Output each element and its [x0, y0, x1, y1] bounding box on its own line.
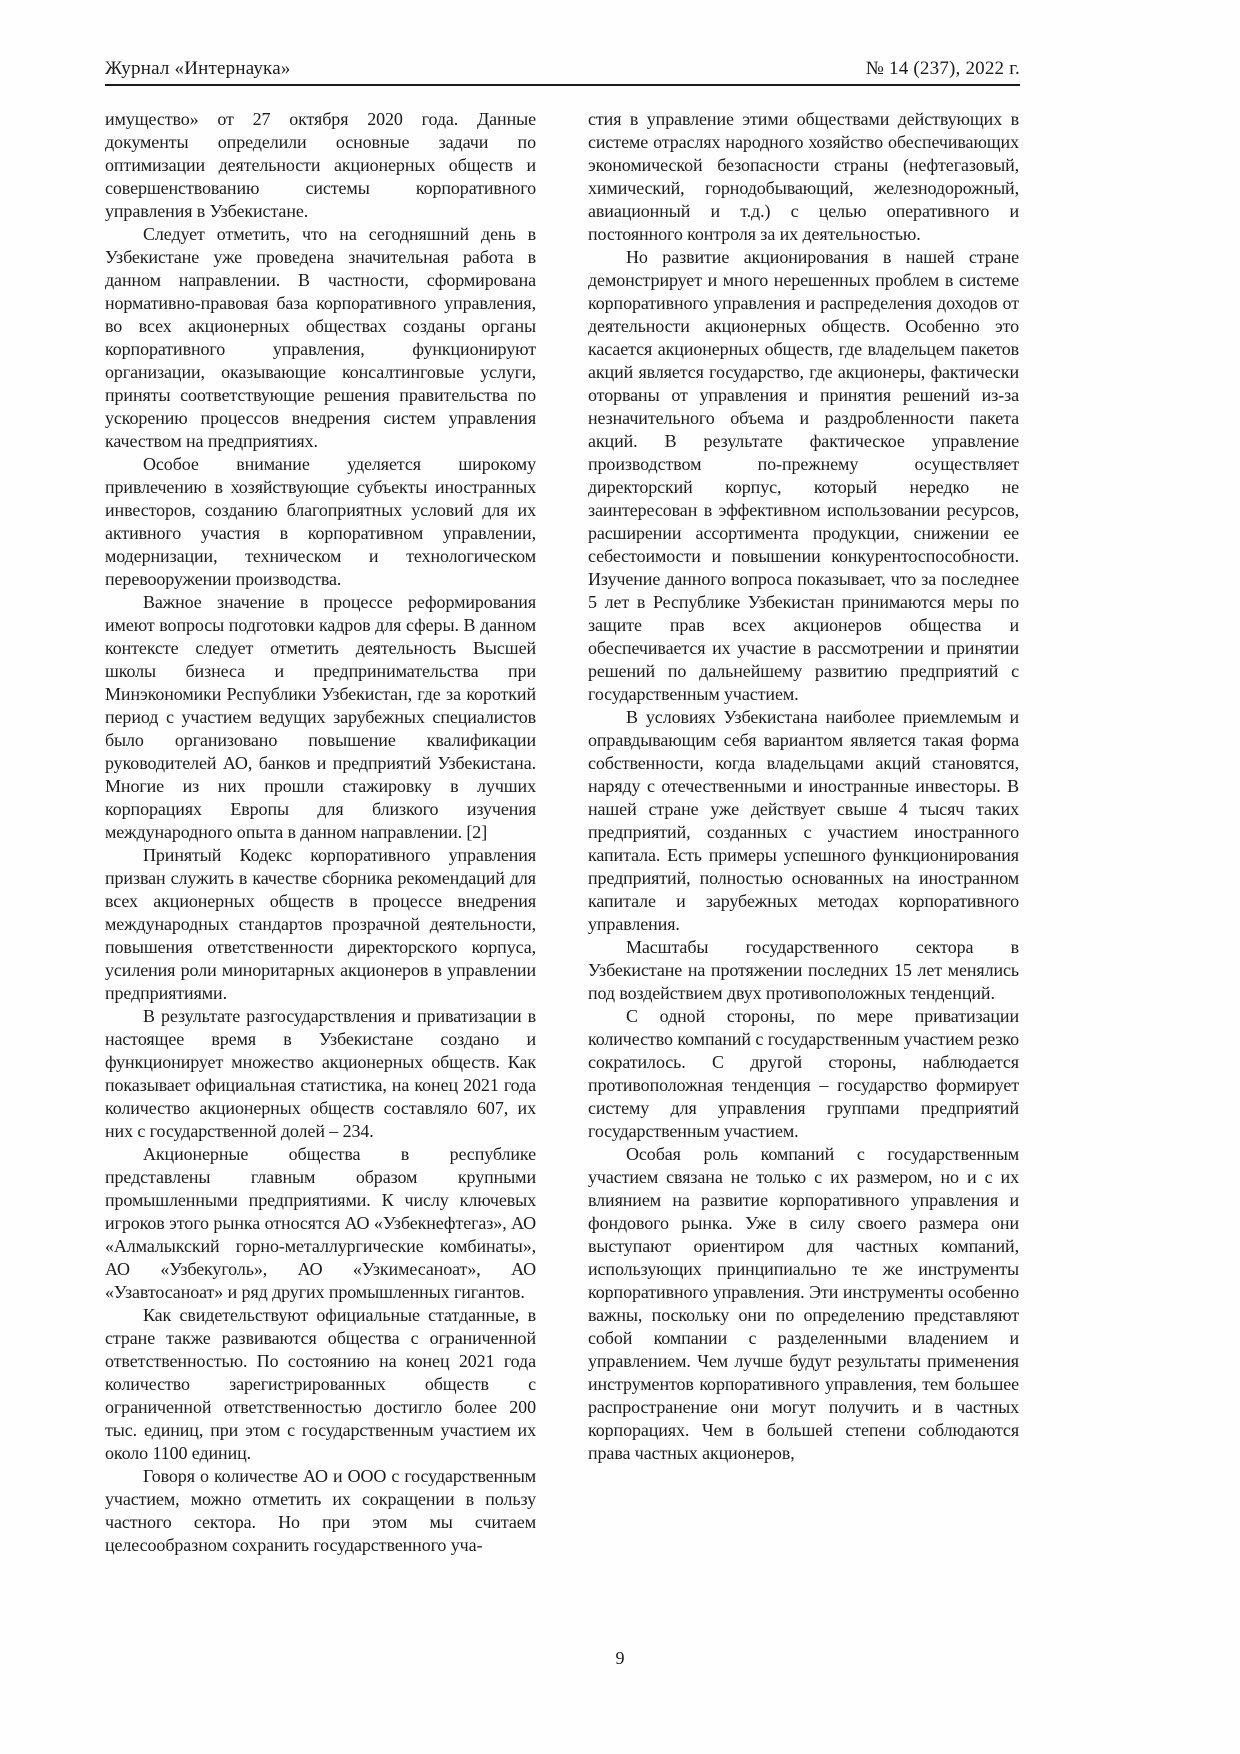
paragraph: Но развитие акционирования в нашей стране демонстрирует и много нерешенных проблем в системе корпоративного управления и распределения доходов от деятельности акционерных обществ. Особенно это касается акционерных обществ, где владельцем пакетов акций является государство, где акционеры, фактически оторваны от управления и принятия решений из-за незначительного объема и раздробленности пакета акций. В результате фактическое управление производством по-прежнему осуществляет директорский корпус, который нередко не заинтересован в эффективном использовании ресурсов, расширении ассортимента продукции, снижении ее себестоимости и повышении конкурентоспособности. Изучение данного вопроса показывает, что за последнее 5 лет в Республике Узбекистан принимаются меры по защите прав всех акционеров общества и обеспечивается их участие в рассмотрении и принятии решений по дальнейшему развитию предприятий с государственным участием. — [588, 247, 1019, 704]
paragraph: Как свидетельствуют официальные статданные, в стране также развиваются общества с ограниченной ответственностью. По состоянию на конец 2021 года количество зарегистрированных обществ с ограниченной ответственностью достигло более 200 тыс. единиц, при этом с государственным участием их около 1100 единиц. — [105, 1305, 536, 1463]
paragraph: Особая роль компаний с государственным участием связана не только с их размером, но и с их влиянием на развитие корпоративного управления и фондового рынка. Уже в силу своего размера они выступают ориентиром для частных компаний, использующих принципиально те же инструменты корпоративного управления. Эти инструменты особенно важны, поскольку они по определению представляют собой компании с разделенными владением и управлением. Чем лучше будут результаты применения инструментов корпоративного управления, тем большее распространение они могут получить и в частных корпорациях. Чем в большей степени соблюдаются права частных акционеров, — [588, 1144, 1019, 1463]
paragraph: Говоря о количестве АО и ООО с государственным участием, можно отметить их сокращении в пользу частного сектора. Но при этом мы считаем целесообразном сохранить государственного уча- — [105, 1466, 536, 1555]
paragraph: стия в управление этими обществами действующих в системе отраслях народного хозяйство обеспечивающих экономической безопасности страны (нефтегазовый, химический, горнодобывающий, железнодорожный, авиационный и т.д.) с целью оперативного и постоянного контроля за их деятельностью. — [588, 109, 1019, 244]
right-column — [588, 108, 1019, 1557]
paragraph: имущество» от 27 октября 2020 года. Данные документы определили основные задачи по оптимизации деятельности акционерных обществ и совершенствованию системы корпоративного управления в Узбекистане. — [105, 109, 536, 221]
paragraph: В условиях Узбекистана наиболее приемлемым и оправдывающим себя вариантом является такая форма собственности, когда владельцами акций становятся, наряду с отечественными и иностранные инвесторы. В нашей стране уже действует свыше 4 тысяч таких предприятий, созданных с участием иностранного капитала. Есть примеры успешного функционирования предприятий, полностью основанных на иностранном капитале и зарубежных методах корпоративного управления. — [588, 707, 1019, 934]
page-number: 9 — [615, 1648, 625, 1668]
paragraph: Акционерные общества в республике представлены главным образом крупными промышленными предприятиями. К числу ключевых игроков этого рынка относятся АО «Узбекнефтегаз», АО «Алмалыкский горно-металлургические комбинаты», АО «Узбекуголь», АО «Узкимесаноат», АО «Узавтосаноат» и ряд других промышленных гигантов. — [105, 1144, 536, 1302]
left-column — [105, 108, 536, 1557]
paragraph: Важное значение в процессе реформирования имеют вопросы подготовки кадров для сферы. В данном контексте следует отметить деятельность Высшей школы бизнеса и предпринимательства при Минэкономики Республики Узбекистан, где за короткий период с участием ведущих зарубежных специалистов было организовано повышение квалификации руководителей АО, банков и предприятий Узбекистана. Многие из них прошли стажировку в лучших корпорациях Европы для близкого изучения международного опыта в данном направлении. [2] — [105, 592, 536, 842]
paragraph: С одной стороны, по мере приватизации количество компаний с государственным участием резко сократилось. С другой стороны, наблюдается противоположная тенденция – государство формирует систему для управления группами предприятий государственным участием. — [588, 1006, 1019, 1141]
paragraph: Принятый Кодекс корпоративного управления призван служить в качестве сборника рекомендаций для всех акционерных обществ в процессе внедрения международных стандартов прозрачной деятельности, повышения ответственности директорского корпуса, усиления роли миноритарных акционеров в управлении предприятиями. — [105, 845, 536, 1003]
paragraph: Следует отметить, что на сегодняшний день в Узбекистане уже проведена значительная работа в данном направлении. В частности, сформирована нормативно-правовая база корпоративного управления, во всех акционерных обществах созданы органы корпоративного управления, функционируют организации, оказывающие консалтинговые услуги, приняты соответствующие решения правительства по ускорению процессов внедрения систем управления качеством на предприятиях. — [105, 224, 536, 451]
paragraph: Особое внимание уделяется широкому привлечению в хозяйствующие субъекты иностранных инвесторов, созданию благоприятных условий для их активного участия в корпоративном управлении, модернизации, техническом и технологическом перевооружении производства. — [105, 454, 536, 589]
paragraph: Масштабы государственного сектора в Узбекистане на протяжении последних 15 лет менялись под воздействием двух противоположных тенденций. — [588, 937, 1019, 1003]
paragraph: В результате разгосударствления и приватизации в настоящее время в Узбекистане создано и функционирует множество акционерных обществ. Как показывает официальная статистика, на конец 2021 года количество акционерных обществ составляло 607, их них с государственной долей – 234. — [105, 1006, 536, 1141]
article-body — [105, 108, 1020, 1557]
journal-title: Журнал «Интернаука» — [105, 58, 291, 79]
page-header — [105, 58, 1020, 86]
page-footer — [0, 1648, 1240, 1669]
issue-number: № 14 (237), 2022 г. — [865, 58, 1020, 79]
